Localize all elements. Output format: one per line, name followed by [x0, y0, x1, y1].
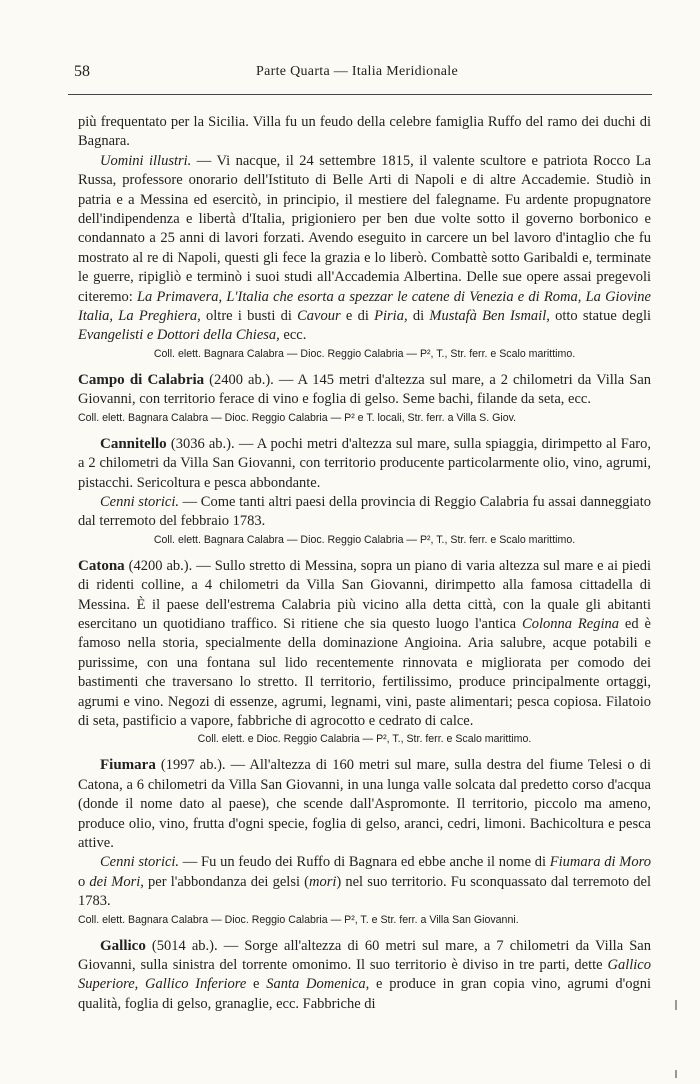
- section-label: Cenni storici.: [100, 854, 180, 871]
- page-number: 58: [74, 63, 90, 80]
- entry-campo-di-calabria: Campo di Calabria (2400 ab.). — A 145 metri d'altezza sul mare, a 2 chilometri da Villa San Giovanni, con territorio ferace di vino e foglia di gelso. Seme bachi, filande da seta, ecc.: [78, 371, 652, 408]
- entry-name: Gallico: [100, 937, 146, 954]
- paragraph-bagnara-end: più frequentato per la Sicilia. Villa fu un feudo della celebre famiglia Ruffo del ramo dei duchi di Bagnara.: [78, 114, 651, 150]
- running-title: Parte Quarta — Italia Meridionale: [256, 64, 458, 79]
- collegio-note: Coll. elett. e Dioc. Reggio Calabria — P², T., Str. ferr. e Scalo marittimo.: [197, 733, 532, 746]
- collegio-note: Coll. elett. Bagnara Calabra — Dioc. Reggio Calabria — P², T., Str. ferr. e Scalo marittimo.: [153, 533, 576, 546]
- section-label: Uomini illustri.: [100, 152, 192, 169]
- paragraph-uomini-illustri: Uomini illustri. — Vi nacque, il 24 settembre 1815, il valente scultore e patriota Rocco La Russa, professore onorario dell'Istituto di Belle Arti di Napoli e di altre Accademie. Studiò in patria e a Messina ed esercitò, in principio, il mestiere del falegname. Fu ardente propugnatore dell'indipendenza e libertà d'Italia, prigioniero per ben due volte sotto il governo borbonico e condannato a 25 anni di lavori forzati. Avendo eseguito in carcere un bel lavoro d'intaglio che fu mostrato al re di Napoli, questi gli fece la grazia e lo liberò. Combattè sotto Garibaldi e, terminate le guerre, ripigliò e terminò i suoi studi all'Accademia Albertina. Delle sue opere assai pregevoli citeremo: La Primavera, L'Italia che esorta a spezzar le catene di Venezia e di Roma, La Giovine Italia, La Preghiera, oltre i busti di Cavour e di Piria, di Mustafà Ben Ismail, otto statue degli Evangelisti e Dottori della Chiesa, ecc.: [78, 152, 652, 344]
- collegio-note: Coll. elett. Bagnara Calabra — Dioc. Reggio Calabria — P² e T. locali, Str. ferr. a Villa S. Giov.: [78, 411, 517, 424]
- paragraph-cenni-storici: Cenni storici. — Fu un feudo dei Ruffo di Bagnara ed ebbe anche il nome di Fiumara di Moro o dei Mori, per l'abbondanza dei gelsi (mori) nel suo territorio. Fu sconquassato dal terremoto del 1783.: [78, 854, 652, 910]
- paragraph-cenni-storici: Cenni storici. — Come tanti altri paesi della provincia di Reggio Calabria fu assai danneggiato dal terremoto del febbraio 1783.: [78, 493, 651, 530]
- entry-gallico: Gallico (5014 ab.). — Sorge all'altezza di 60 metri sul mare, a 7 chilometri da Villa San Giovanni, sulla sinistra del torrente omonimo. Il suo territorio è diviso in tre parti, dette Gallico Superiore, Gallico Inferiore e Santa Domenica, e produce in gran copia vino, agrumi d'ogni qualità, foglia di gelso, granaglie, ecc. Fabbriche di: [78, 937, 652, 1012]
- collegio-note: Coll. elett. Bagnara Calabra — Dioc. Reggio Calabria — P², T., Str. ferr. e Scalo marittimo.: [153, 347, 576, 360]
- entry-cannitello: Cannitello (3036 ab.). — A pochi metri d'altezza sul mare, sulla spiaggia, dirimpetto al Faro, a 2 chilometri da Villa San Giovanni, con territorio producente particolarmente olio, vino, agrumi, pistacchi. Sericoltura e pesca abbondante.: [78, 435, 651, 491]
- entry-name: Cannitello: [100, 435, 167, 452]
- entry-name: Catona: [78, 557, 125, 574]
- page-body: [78, 113, 651, 1014]
- entry-name: Fiumara: [100, 757, 156, 774]
- scan-mark: [675, 1000, 677, 1010]
- section-label: Cenni storici.: [100, 493, 179, 510]
- collegio-note: Coll. elett. Bagnara Calabra — Dioc. Reggio Calabria — P², T. e Str. ferr. a Villa San Giovanni.: [78, 913, 519, 926]
- entry-catona: Catona (4200 ab.). — Sullo stretto di Messina, sopra un piano di varia altezza sul mare e ai piedi di ridenti colline, a 4 chilometri da Villa San Giovanni, dirimpetto alla famosa cittadella di Messina. È il paese dell'estrema Calabria più vicino alla detta città, con la quale gli abitanti esercitano un quotidiano traffico. Si ritiene che sia questo luogo l'antica Colonna Regina ed è famoso nella storia, specialmente della dominazione Angioina. Aria salubre, acque potabili e purissime, con una fontana sul lido recentemente rinnovata e migliorata per comodo dei bastimenti che traversano lo stretto. Il territorio, fertilissimo, produce principalmente ortaggi, agrumi e vino. Negozi di essenze, agrumi, legnami, vini, paste alimentari; pesca copiosa. Filatoio di seta, pastificio a vapore, fabbriche di agrocotto e cedrato di calce.: [78, 557, 651, 729]
- scan-mark: [675, 1070, 677, 1078]
- header-rule: [68, 94, 652, 95]
- entry-name: Campo di Calabria: [78, 371, 205, 388]
- entry-fiumara: Fiumara (1997 ab.). — All'altezza di 160 metri sul mare, sulla destra del fiume Telesi o di Catona, a 6 chilometri da Villa San Giovanni, in una lunga valle solcata dal predetto corso d'acqua (donde il nome dato al paese), che scende dall'Aspromonte. Il territorio, piccolo ma ameno, produce olio, vino, frutta d'ogni specie, foglia di gelso, aranci, cedri, limoni. Bachicoltura e pesca attive.: [78, 757, 651, 851]
